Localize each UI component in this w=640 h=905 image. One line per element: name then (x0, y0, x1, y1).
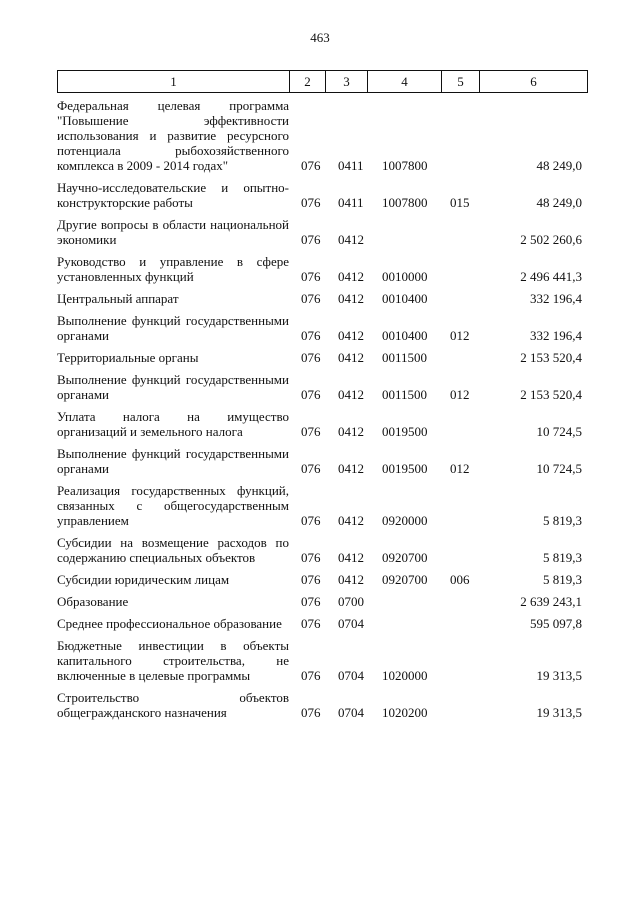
row-section: 0704 (338, 616, 364, 631)
row-section: 0411 (338, 158, 364, 173)
row-section: 0704 (338, 705, 364, 720)
table-row (57, 616, 587, 631)
table-row (57, 483, 587, 528)
row-amount: 48 249,0 (536, 195, 582, 210)
row-amount: 2 153 520,4 (520, 350, 582, 365)
row-type: 012 (450, 328, 470, 343)
row-name: Бюджетные инвестиции в объекты капитального строительства, не включенные в целевые программы (57, 638, 289, 683)
row-amount: 5 819,3 (543, 550, 582, 565)
row-section: 0412 (338, 328, 364, 343)
row-section: 0412 (338, 291, 364, 306)
row-code: 076 (301, 269, 321, 284)
row-target: 0920000 (382, 513, 428, 528)
table-row (57, 572, 587, 587)
row-section: 0412 (338, 269, 364, 284)
table-row (57, 291, 587, 306)
row-amount: 2 496 441,3 (520, 269, 582, 284)
row-section: 0412 (338, 572, 364, 587)
row-amount: 5 819,3 (543, 513, 582, 528)
row-target: 1007800 (382, 195, 428, 210)
row-code: 076 (301, 668, 321, 683)
row-type: 012 (450, 387, 470, 402)
row-name: Уплата налога на имущество организаций и земельного налога (57, 409, 289, 439)
row-target: 0019500 (382, 461, 428, 476)
row-name: Среднее профессиональное образование (57, 616, 282, 631)
table-row (57, 180, 587, 210)
row-target: 0011500 (382, 350, 428, 365)
row-section: 0412 (338, 513, 364, 528)
row-name: Территориальные органы (57, 350, 199, 365)
row-target: 1020200 (382, 705, 428, 720)
row-name: Субсидии юридическим лицам (57, 572, 230, 587)
row-amount: 2 639 243,1 (520, 594, 582, 609)
table-row (57, 638, 587, 683)
column-header-table (57, 70, 588, 93)
row-code: 076 (301, 550, 321, 565)
table-row (57, 372, 587, 402)
row-amount: 5 819,3 (543, 572, 582, 587)
row-section: 0412 (338, 350, 364, 365)
column-header-4: 4 (368, 71, 442, 93)
table-row (57, 535, 587, 565)
column-header-3: 3 (326, 71, 368, 93)
row-name: Центральный аппарат (57, 291, 179, 306)
row-section: 0412 (338, 550, 364, 565)
row-amount: 595 097,8 (530, 616, 582, 631)
row-code: 076 (301, 232, 321, 247)
row-name: Выполнение функций государственными органами (57, 372, 289, 402)
row-type: 012 (450, 461, 470, 476)
table-row (57, 594, 587, 609)
row-amount: 2 153 520,4 (520, 387, 582, 402)
row-section: 0700 (338, 594, 364, 609)
row-code: 076 (301, 616, 321, 631)
row-section: 0704 (338, 668, 364, 683)
row-target: 0010400 (382, 328, 428, 343)
column-header-1: 1 (58, 71, 290, 93)
page-number: 463 (310, 30, 330, 45)
row-name: Другие вопросы в области национальной экономики (57, 217, 289, 247)
row-amount: 19 313,5 (536, 668, 582, 683)
row-amount: 332 196,4 (530, 328, 582, 343)
column-header-2: 2 (290, 71, 326, 93)
row-code: 076 (301, 387, 321, 402)
table-row (57, 690, 587, 720)
table-row (57, 254, 587, 284)
row-target: 0010400 (382, 291, 428, 306)
row-name: Руководство и управление в сфере установленных функций (57, 254, 289, 284)
row-code: 076 (301, 350, 321, 365)
row-code: 076 (301, 594, 321, 609)
column-header-row (58, 71, 588, 93)
row-section: 0411 (338, 195, 364, 210)
row-target: 0011500 (382, 387, 428, 402)
row-code: 076 (301, 705, 321, 720)
table-row (57, 313, 587, 343)
row-code: 076 (301, 291, 321, 306)
table-row (57, 446, 587, 476)
row-amount: 332 196,4 (530, 291, 582, 306)
row-target: 0010000 (382, 269, 428, 284)
row-code: 076 (301, 461, 321, 476)
row-code: 076 (301, 424, 321, 439)
row-code: 076 (301, 572, 321, 587)
row-amount: 19 313,5 (536, 705, 582, 720)
row-name: Субсидии на возмещение расходов по содержанию специальных объектов (57, 535, 289, 565)
table-row (57, 217, 587, 247)
row-name: Федеральная целевая программа "Повышение эффективности использования и развитие ресурсного потенциала рыбохозяйственного комплекса в 2009 - 2014 годах" (57, 98, 289, 173)
column-header-6: 6 (480, 71, 588, 93)
row-code: 076 (301, 195, 321, 210)
row-amount: 10 724,5 (536, 461, 582, 476)
row-section: 0412 (338, 387, 364, 402)
row-target: 1020000 (382, 668, 428, 683)
row-target: 0920700 (382, 550, 428, 565)
row-code: 076 (301, 158, 321, 173)
table-row (57, 98, 587, 173)
row-target: 1007800 (382, 158, 428, 173)
row-amount: 48 249,0 (536, 158, 582, 173)
row-section: 0412 (338, 232, 364, 247)
row-target: 0920700 (382, 572, 428, 587)
table-row (57, 350, 587, 365)
row-code: 076 (301, 328, 321, 343)
row-name: Научно-исследовательские и опытно-конструкторские работы (57, 180, 289, 210)
row-name: Образование (57, 594, 129, 609)
row-type: 015 (450, 195, 470, 210)
table-row (57, 409, 587, 439)
row-target: 0019500 (382, 424, 428, 439)
column-header-5: 5 (442, 71, 480, 93)
row-type: 006 (450, 572, 470, 587)
row-name: Реализация государственных функций, связанных с общегосударственным управлением (57, 483, 289, 528)
row-amount: 2 502 260,6 (520, 232, 582, 247)
row-name: Выполнение функций государственными органами (57, 313, 289, 343)
row-section: 0412 (338, 461, 364, 476)
row-code: 076 (301, 513, 321, 528)
budget-rows (57, 98, 587, 727)
row-name: Строительство объектов общегражданского назначения (57, 690, 289, 720)
row-amount: 10 724,5 (536, 424, 582, 439)
row-name: Выполнение функций государственными органами (57, 446, 289, 476)
row-section: 0412 (338, 424, 364, 439)
